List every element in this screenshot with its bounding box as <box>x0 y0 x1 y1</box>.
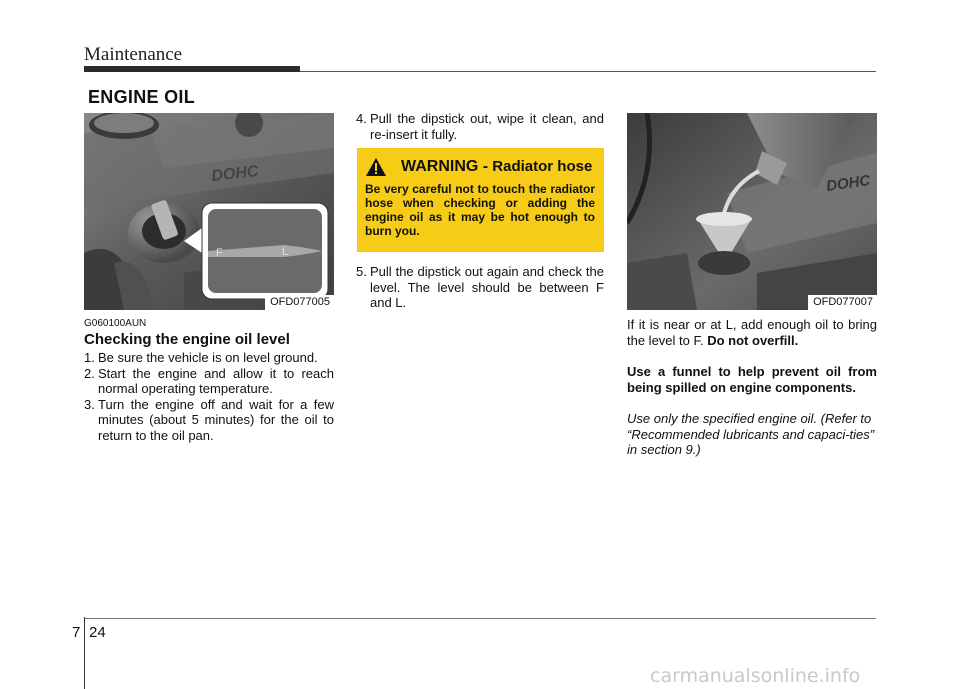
steps-column-2-bottom <box>356 264 604 311</box>
page-number: 24 <box>89 624 106 641</box>
subheading: Checking the engine oil level <box>84 331 290 348</box>
step-item: 3. Turn the engine off and wait for a few minutes (about 5 minutes) for the oil to return to the oil pan. <box>84 396 334 443</box>
warning-subject: Radiator hose <box>492 158 593 175</box>
figure-code-right: OFD077007 <box>808 295 877 310</box>
right-column-text <box>627 317 877 458</box>
footer-rule <box>84 618 876 619</box>
chapter-number: 7 <box>72 624 81 641</box>
paragraph-funnel: Use a funnel to help prevent oil from being spilled on engine components. <box>627 364 877 395</box>
footer-divider <box>84 617 85 689</box>
step-item: 2. Start the engine and allow it to reach normal operating temperature. <box>84 365 334 396</box>
steps-column-1 <box>84 350 334 443</box>
steps-column-2-top <box>356 111 604 142</box>
dipstick-l-mark: L <box>282 246 289 258</box>
step-item: 5. Pull the dipstick out again and check the level. The level should be between F and L. <box>356 264 604 310</box>
engine-dohc-text-right: DOHC <box>825 171 872 195</box>
warning-box <box>357 148 604 252</box>
paragraph-add-oil: If it is near or at L, add enough oil to bring the level to F. Do not overfill. <box>627 317 877 348</box>
warning-label: WARNING - <box>401 158 489 175</box>
step-item: 1. Be sure the vehicle is on level ground. <box>84 350 318 365</box>
paragraph-specified-oil: Use only the specified engine oil. (Refer to “Recommended lubricants and capaci-ties” in section 9.) <box>627 411 875 457</box>
figure-code-left: OFD077005 <box>265 295 334 310</box>
document-code: G060100AUN <box>84 318 147 329</box>
watermark: carmanualsonline.info <box>650 665 861 687</box>
step-item: 4. Pull the dipstick out, wipe it clean, and re-insert it fully. <box>356 111 604 142</box>
dipstick-f-mark: F <box>216 247 223 259</box>
dipstick-photo <box>84 113 334 310</box>
warning-triangle-icon <box>365 157 387 177</box>
header-rule <box>300 71 876 72</box>
warning-body: Be very careful not to touch the radiator hose when checking or adding the engine oil as it may be hot enough to burn you. <box>365 182 595 238</box>
funnel-photo <box>627 113 877 310</box>
section-title: ENGINE OIL <box>88 87 196 107</box>
page-header-title: Maintenance <box>84 44 183 65</box>
engine-dohc-text: DOHC <box>210 163 260 185</box>
header-accent-bar <box>84 66 300 72</box>
